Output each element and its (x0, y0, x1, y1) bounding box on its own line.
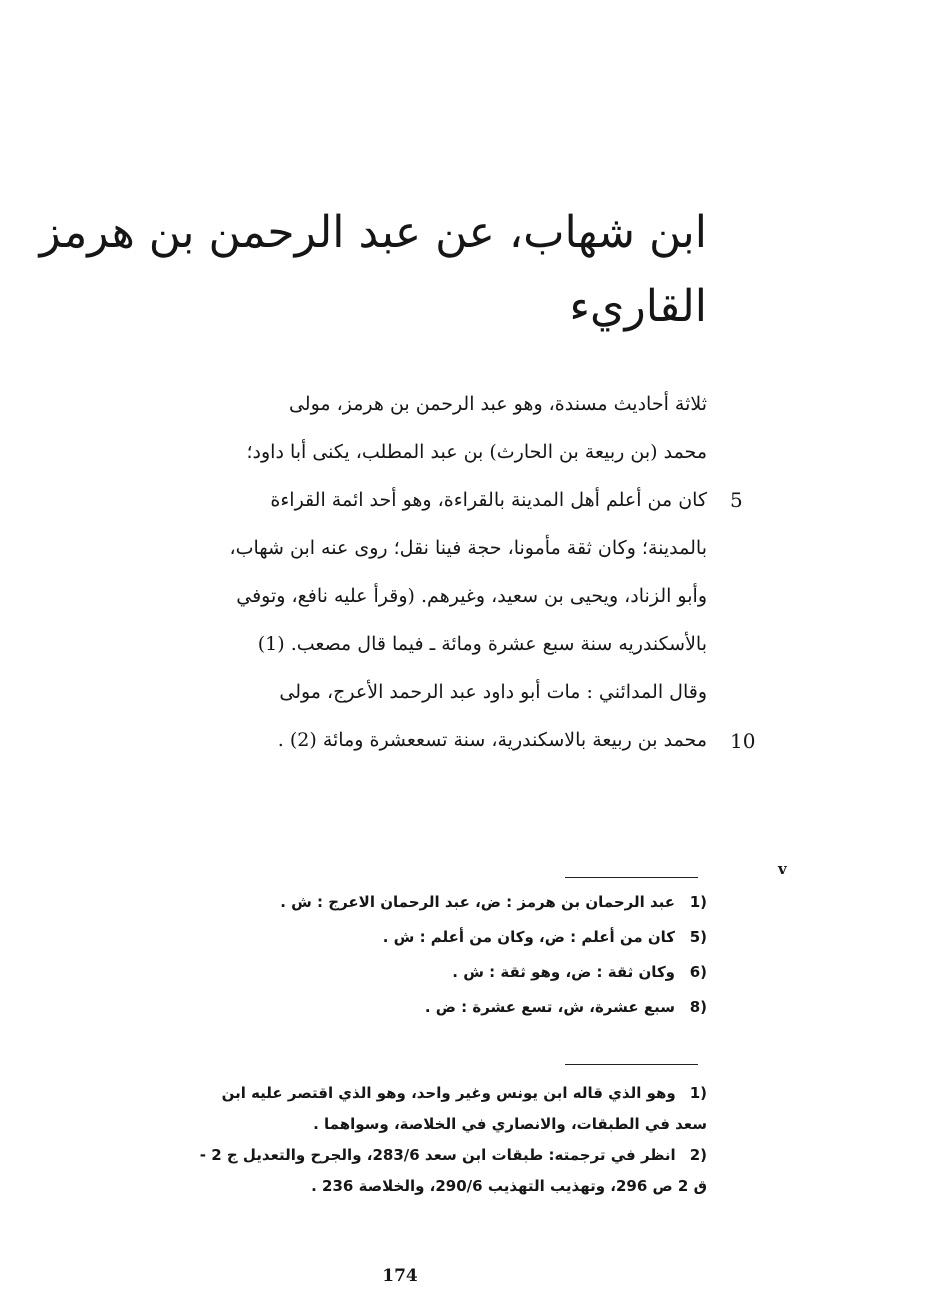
variant-number: 1) (689, 893, 707, 911)
variant-item (67, 893, 707, 928)
line-number-5: 5 (730, 488, 743, 512)
page-number: 174 (382, 1266, 418, 1286)
chapter-title (39, 196, 707, 344)
variant-number: 6) (689, 963, 707, 981)
footnote-line: ق 2 ص 296، وتهذيب التهذيب 290/6، والخلاصة 236 . (311, 1177, 707, 1195)
notes-divider (565, 1064, 698, 1065)
main-paragraph-2 (67, 668, 707, 764)
variant-item (67, 928, 707, 963)
variant-text: وكان ثقة : ض، وهو ثقة : ش . (452, 963, 675, 981)
variant-item (67, 998, 707, 1033)
variant-text: سبع عشرة، ش، تسع عشرة : ض . (424, 998, 675, 1016)
variants-divider (565, 877, 698, 878)
chapter-title-line-2: القاريء (569, 281, 707, 332)
variant-readings (67, 893, 707, 1033)
footnotes (67, 1078, 707, 1202)
body-line: محمد بن ربيعة بالاسكندرية، سنة تسععشرة ومائة (2) . (277, 729, 707, 751)
body-line: كان من أعلم أهل المدينة بالقراءة، وهو أحد ائمة القراءة (270, 489, 707, 511)
variant-number: 5) (689, 928, 707, 946)
margin-mark: v (778, 860, 787, 878)
body-line: بالمدينة؛ وكان ثقة مأمونا، حجة فينا نقل؛ روى عنه ابن شهاب، (229, 537, 707, 559)
footnote-text: انظر في ترجمته: طبقات ابن سعد 283/6، والجرح والتعديل ج 2 - (199, 1146, 676, 1164)
footnote-line (67, 1078, 707, 1109)
body-line: وأبو الزناد، ويحيى بن سعيد، وغيرهم. (وقرأ عليه نافع، وتوفي (236, 585, 707, 607)
line-number-10: 10 (730, 729, 756, 753)
body-line: بالأسكندريه سنة سبع عشرة ومائة ـ فيما قال مصعب. (1) (257, 633, 707, 655)
footnote-line: سعد في الطبقات، والانصاري في الخلاصة، وسواهما . (313, 1115, 707, 1133)
footnote-number: 1) (689, 1084, 707, 1102)
variant-number: 8) (689, 998, 707, 1016)
body-line: محمد (بن ربيعة بن الحارث) بن عبد المطلب، يكنى أبا داود؛ (246, 441, 707, 463)
footnote-text: وهو الذي قاله ابن يونس وغير واحد، وهو الذي اقتصر عليه ابن (221, 1084, 676, 1102)
footnote-number: 2) (689, 1146, 707, 1164)
variant-text: كان من أعلم : ض، وكان من أعلم : ش . (382, 928, 675, 946)
main-paragraph-1 (67, 380, 707, 668)
chapter-title-line-1: ابن شهاب، عن عبد الرحمن بن هرمز (39, 207, 707, 258)
body-line: وقال المدائني : مات أبو داود عبد الرحمد الأعرج، مولى (279, 681, 707, 703)
variant-item (67, 963, 707, 998)
variant-text: عبد الرحمان بن هرمز : ض، عبد الرحمان الاعرج : ش . (280, 893, 675, 911)
body-line: ثلاثة أحاديث مسندة، وهو عبد الرحمن بن هرمز، مولى (288, 393, 707, 415)
footnote-line (67, 1140, 707, 1171)
